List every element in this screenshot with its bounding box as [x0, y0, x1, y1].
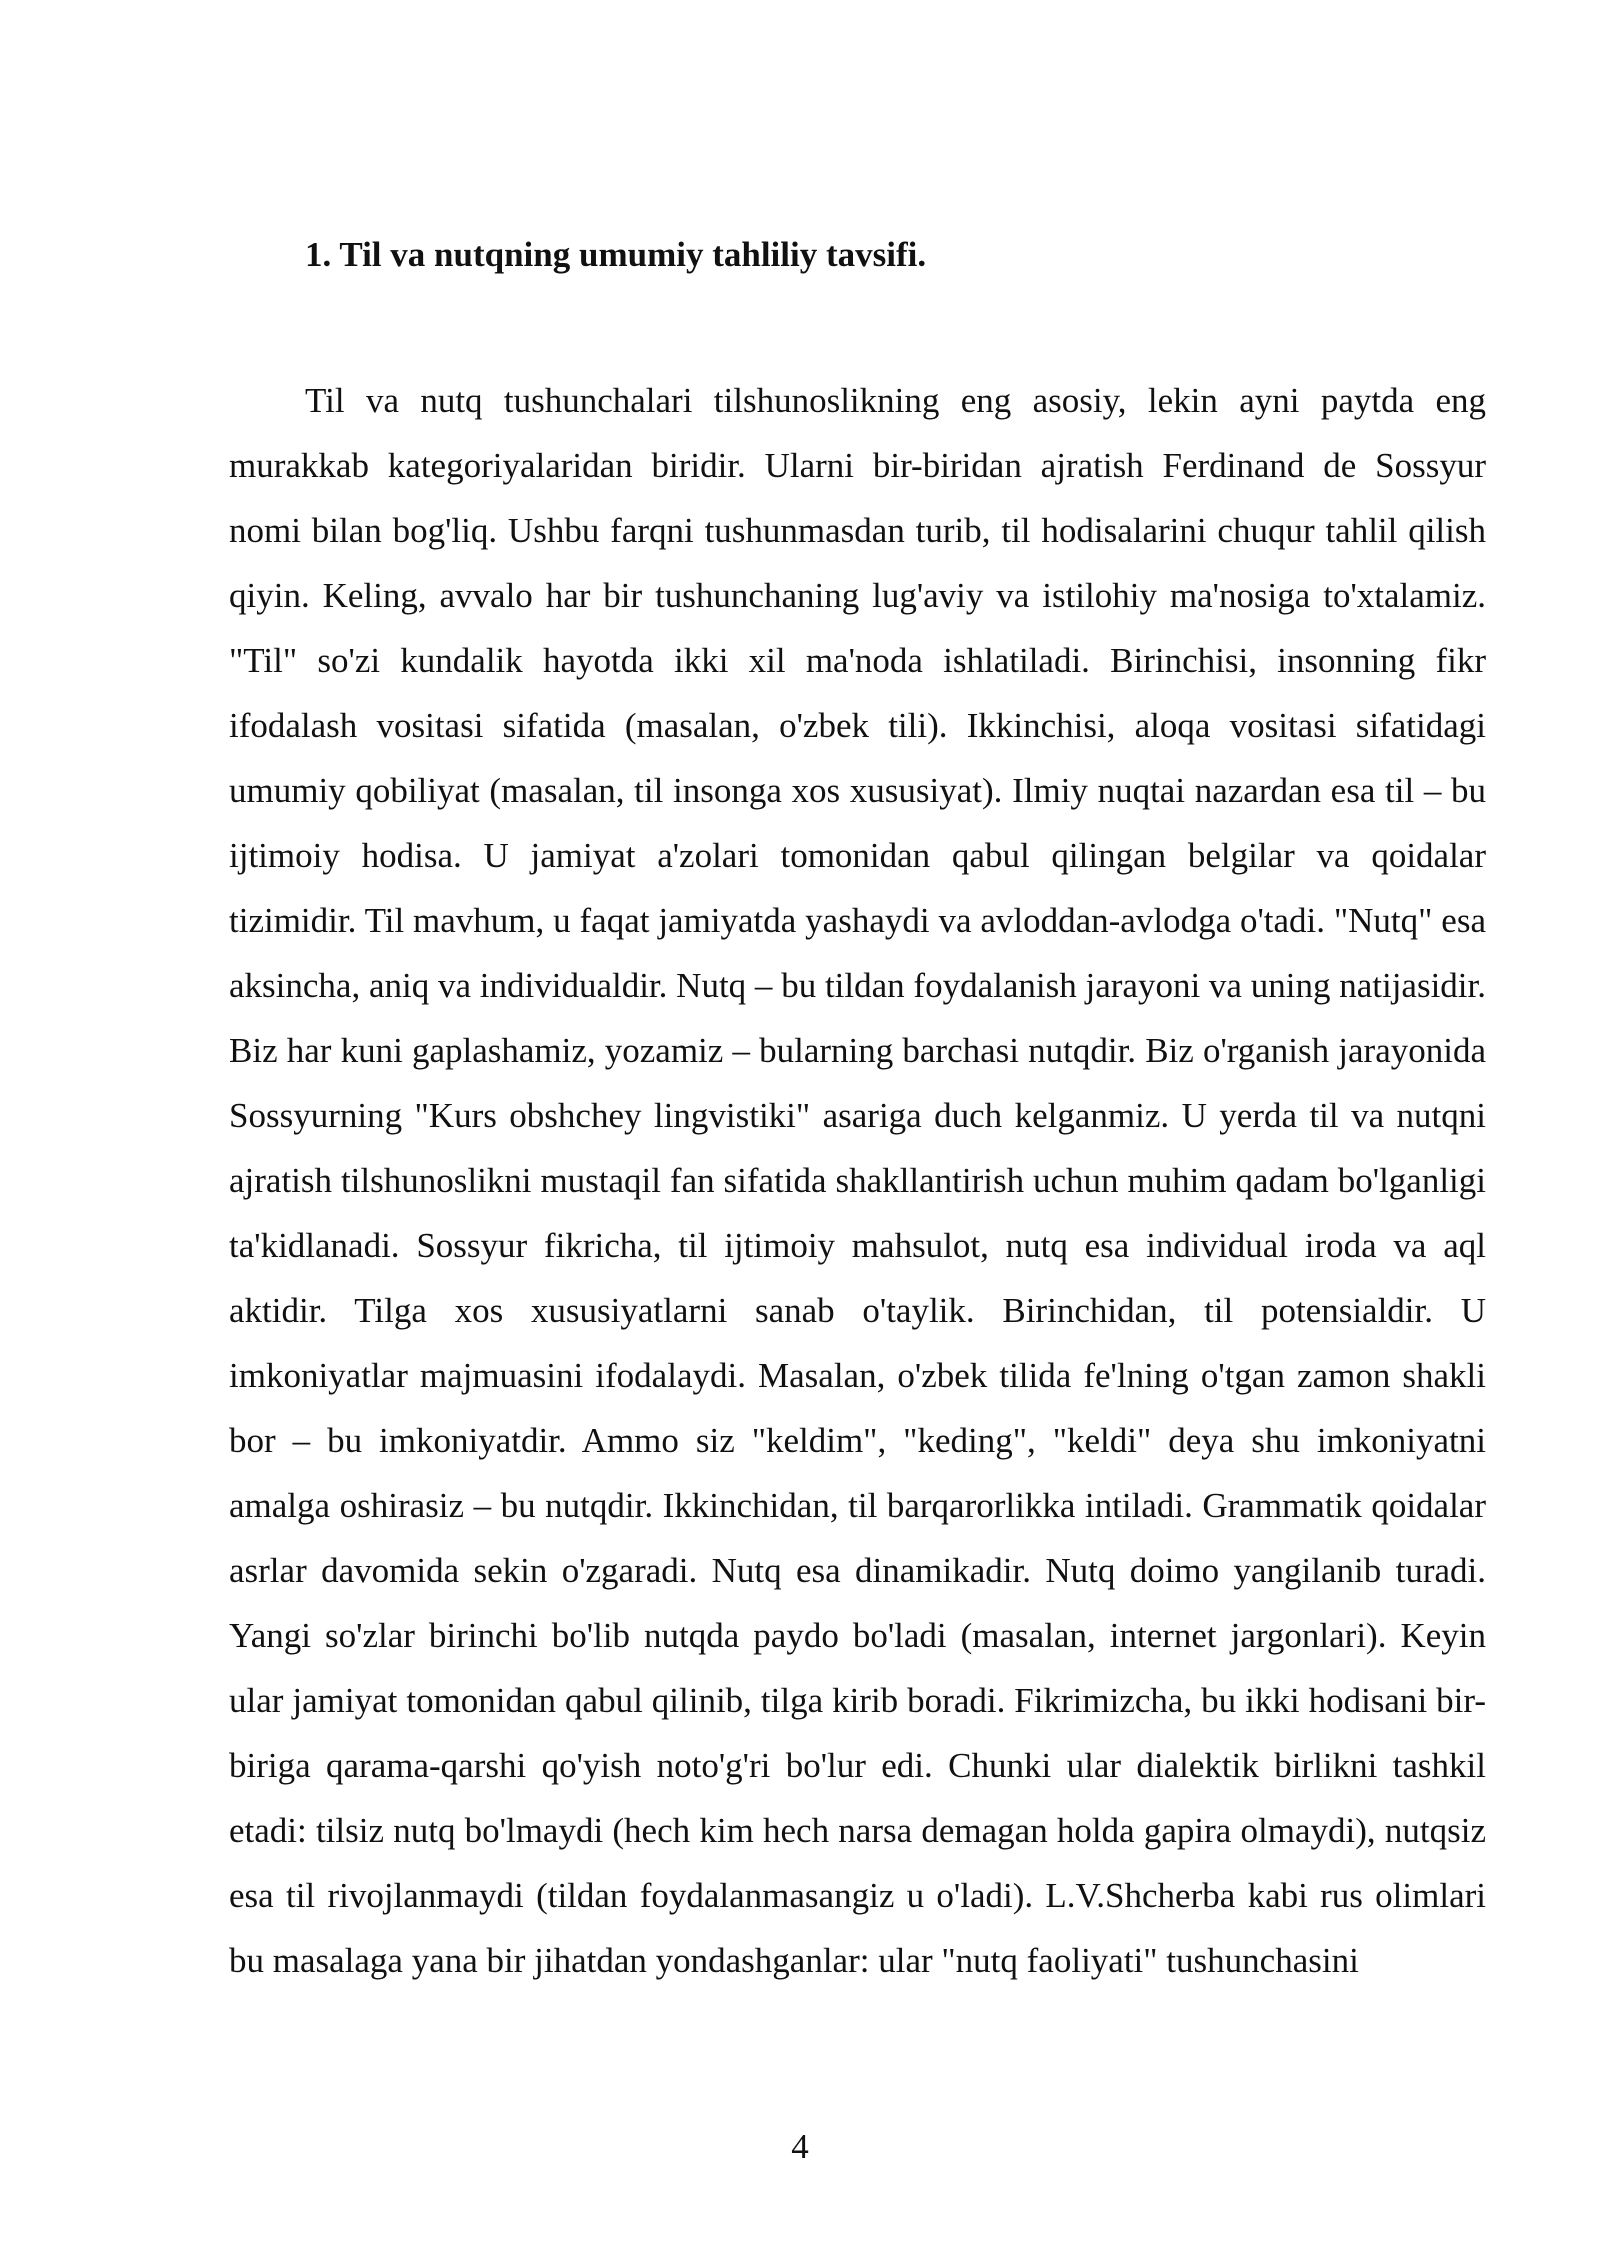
- body-paragraph: Til va nutq tushunchalari tilshunoslikning eng asosiy, lekin ayni paytda eng murakkab kategoriyalaridan biridir. Ularni bir-biridan ajratish Ferdinand de Sossyur nomi bilan bog'liq. Ushbu farqni tushunmasdan turib, til hodisalarini chuqur tahlil qilish qiyin. Keling, avvalo har bir tushunchaning lug'aviy va istilohiy ma'nosiga to'xtalamiz. "Til" so'zi kundalik hayotda ikki xil ma'noda ishlatiladi. Birinchisi, insonning fikr ifodalash vositasi sifatida (masalan, o'zbek tili). Ikkinchisi, aloqa vositasi sifatidagi umumiy qobiliyat (masalan, til insonga xos xususiyat). Ilmiy nuqtai nazardan esa til – bu ijtimoiy hodisa. U jamiyat a'zolari tomonidan qabul qilingan belgilar va qoidalar tizimidir. Til mavhum, u faqat jamiyatda yashaydi va avloddan-avlodga o'tadi. "Nutq" esa aksincha, aniq va individualdir. Nutq – bu tildan foydalanish jarayoni va uning natijasidir. Biz har kuni gaplashamiz, yozamiz – bularning barchasi nutqdir. Biz o'rganish jarayonida Sossyurning "Kurs obshchey lingvistiki" asariga duch kelganmiz. U yerda til va nutqni ajratish tilshunoslikni mustaqil fan sifatida shakllantirish uchun muhim qadam bo'lganligi ta'kidlanadi. Sossyur fikricha, til ijtimoiy mahsulot, nutq esa individual iroda va aql aktidir. Tilga xos xususiyatlarni sanab o'taylik. Birinchidan, til potensialdir. U imkoniyatlar majmuasini ifodalaydi. Masalan, o'zbek tilida fe'lning o'tgan zamon shakli bor – bu imkoniyatdir. Ammo siz "keldim", "keding", "keldi" deya shu imkoniyatni amalga oshirasiz – bu nutqdir. Ikkinchidan, til barqarorlikka intiladi. Grammatik qoidalar asrlar davomida sekin o'zgaradi. Nutq esa dinamikadir. Nutq doimo yangilanib turadi. Yangi so'zlar birinchi bo'lib nutqda paydo bo'ladi (masalan, internet jargonlari). Keyin ular jamiyat tomonidan qabul qilinib, tilga kirib boradi. Fikrimizcha, bu ikki hodisani bir-biriga qarama-qarshi qo'yish noto'g'ri bo'lur edi. Chunki ular dialektik birlikni tashkil etadi: tilsiz nutq bo'lmaydi (hech kim hech narsa demagan holda gapira olmaydi), nutqsiz esa til rivojlanmaydi (tildan foydalanmasangiz u o'ladi). L.V.Shcherba kabi rus olimlari bu masalaga yana bir jihatdan yondashganlar: ular "nutq faoliyati" tushunchasini: [229, 381, 1486, 1980]
- page-number: 4: [791, 2127, 809, 2166]
- section-heading: 1. Til va nutqning umumiy tahliliy tavsifi.: [305, 235, 927, 274]
